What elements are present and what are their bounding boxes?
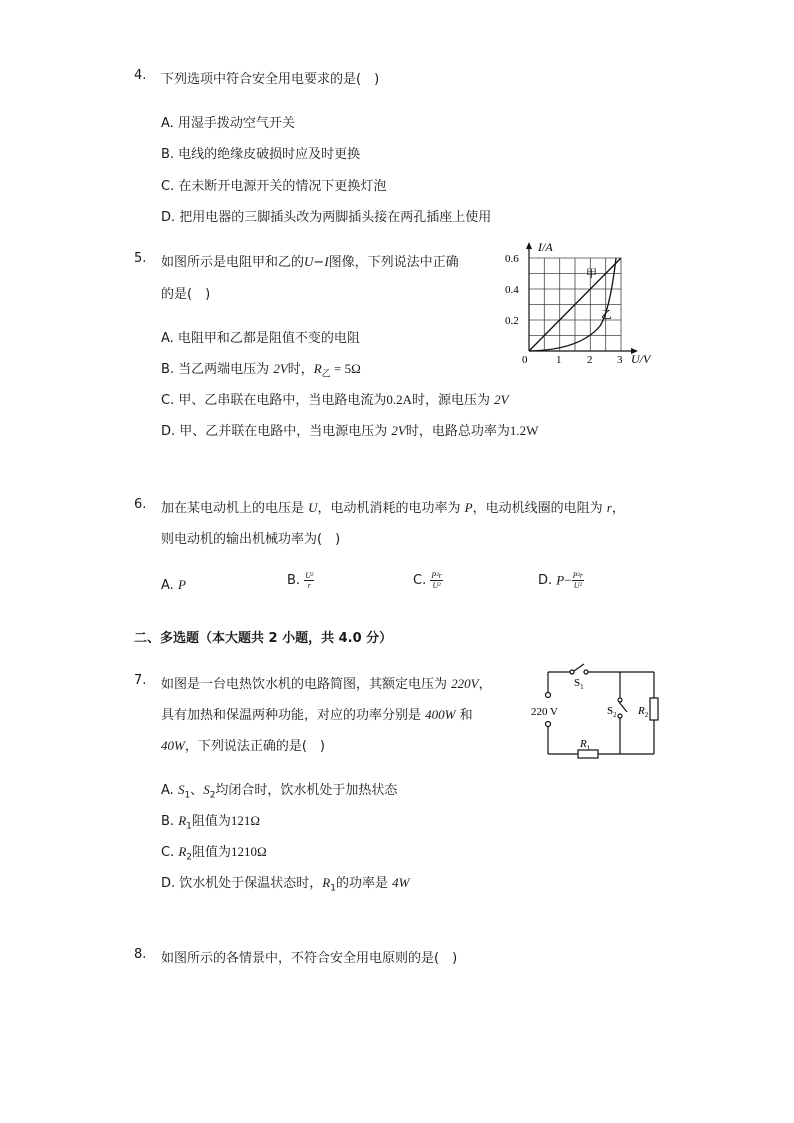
q7-r1-sub: 1 <box>586 744 591 752</box>
q5-stem-i: I <box>324 254 329 269</box>
q7-optc-r: R <box>178 844 187 859</box>
q7-text-d: 和 <box>455 708 473 723</box>
q6-number: 6. <box>134 497 147 512</box>
q4-number: 4. <box>134 68 147 83</box>
q6-optc-label: C. <box>413 573 427 588</box>
q5-optb-volt: 2V <box>273 361 288 376</box>
q5-optd-val2: 1.2W <box>509 423 539 438</box>
q7-opta-s2-sub: 2 <box>209 790 216 801</box>
q5-optc-val: 0.2A <box>386 392 412 407</box>
q8-stem: 如图所示的各情景中，不符合安全用电原则的是( ) <box>161 951 458 966</box>
q6-optd-p: P <box>556 572 565 588</box>
q5-stem-u: U <box>304 254 314 269</box>
q6-var-u: U <box>308 500 318 515</box>
q7-optc-rest: 阻值为 <box>192 845 232 860</box>
q7-stem-line3 <box>161 735 325 754</box>
q7-number: 7. <box>134 673 147 688</box>
q7-source-terminal-bottom <box>546 722 551 727</box>
q7-s1-contact-right <box>584 670 588 674</box>
q7-source-terminal-top <box>546 693 551 698</box>
q7-text-e: ，下列说法正确的是( ) <box>184 739 325 754</box>
q6-optd-fraction <box>572 571 584 590</box>
q6-option-d <box>538 571 584 590</box>
q7-option-a <box>161 779 397 801</box>
q7-optd-rest: 的功率是 <box>335 876 393 891</box>
q7-rated-voltage: 220V <box>451 676 479 691</box>
q5-option-c <box>161 389 509 408</box>
q6-opta-label: A. <box>161 578 174 593</box>
q6-optb-label: B. <box>287 573 301 588</box>
q5-optb-eq: = 5Ω <box>330 361 361 376</box>
q5-optb-r: R <box>313 361 322 376</box>
q5-optc-mid: 时，源电压为 <box>411 393 495 408</box>
q5-stem-text: 如图所示是电阻甲和乙的 <box>161 255 305 270</box>
q6-opta-value: P <box>177 577 186 592</box>
q7-r2-letter: R <box>638 705 645 717</box>
q7-r2-resistor <box>650 698 658 720</box>
q5-stem-line2: 的是( ) <box>161 287 211 302</box>
q6-stem-line1 <box>161 497 625 516</box>
q5-label-yi: 乙 <box>601 309 612 321</box>
q8-number: 8. <box>134 947 147 962</box>
q4-option-b: B. 电线的绝缘皮破损时应及时更换 <box>161 147 361 162</box>
q6-optd-den: U² <box>573 581 582 590</box>
q5-optb-prefix: B. 当乙两端电压为 <box>161 362 274 377</box>
q7-optb-r: R <box>178 813 187 828</box>
q5-y-arrow <box>526 242 532 249</box>
q7-optb-label: B. <box>161 814 179 829</box>
q5-optc-val2: 2V <box>494 392 509 407</box>
q5-optd-mid: 时，电路总功率为 <box>405 424 510 439</box>
q6-optc-den: U² <box>432 581 441 590</box>
q5-option-a: A. 电阻甲和乙都是阻值不变的电阻 <box>161 331 360 346</box>
q7-heat-power: 400W <box>425 707 456 722</box>
q7-s1-sub: 1 <box>580 683 584 691</box>
q7-option-b <box>161 810 260 832</box>
q5-xtick-1: 1 <box>556 354 562 366</box>
q6-option-c <box>413 571 443 590</box>
q4-stem: 下列选项中符合安全用电要求的是( ) <box>161 72 380 87</box>
q5-iu-graph <box>500 238 660 368</box>
q7-s2-label <box>607 705 617 719</box>
q7-s2-letter: S <box>607 705 614 717</box>
q7-s2-sub: 2 <box>613 711 617 719</box>
q7-r1-label <box>579 738 591 752</box>
q7-circuit-diagram <box>528 660 668 760</box>
q5-optc-prefix: C. 甲、乙串联在电路中，当电路电流为 <box>161 393 387 408</box>
q6-optd-num: P²r <box>572 571 583 580</box>
q6-stem-line2: 则电动机的输出机械功率为( ) <box>161 532 341 547</box>
q7-optc-sub: 2 <box>186 852 193 863</box>
q7-optb-sub: 1 <box>186 821 192 832</box>
q5-label-jia: 甲 <box>586 268 597 280</box>
q7-opta-s1: S <box>177 782 185 797</box>
q6-optc-fraction <box>430 571 442 590</box>
q6-option-b <box>287 571 314 590</box>
q6-optc-num: P²r <box>431 571 442 580</box>
q5-xtick-3: 3 <box>617 354 623 366</box>
q7-r2-label <box>637 705 649 719</box>
q6-optb-fraction <box>304 571 314 590</box>
q4-option-d: D. 把用电器的三脚插头改为两脚插头接在两孔插座上使用 <box>161 210 492 225</box>
q5-option-d <box>161 420 538 439</box>
q7-optd-label: D. 饮水机处于保温状态时， <box>161 876 323 891</box>
q5-ytick-04: 0.4 <box>505 284 519 296</box>
q5-xlabel: U/V <box>631 352 651 366</box>
q6-var-p: P <box>464 500 473 515</box>
q7-text-c: 具有加热和保温两种功能，对应的功率分别是 <box>161 708 426 723</box>
q6-option-a <box>161 577 186 593</box>
q7-stem-line1 <box>161 673 492 692</box>
q7-option-c <box>161 841 267 863</box>
q7-r2-sub: 2 <box>644 711 649 719</box>
q7-s2-contact-bottom <box>618 714 622 718</box>
q7-optb-val: 121Ω <box>230 813 261 828</box>
q7-optc-val: 1210Ω <box>231 844 267 859</box>
q7-keep-power: 40W <box>161 738 185 753</box>
q7-opta-s1-sub: 1 <box>184 790 191 801</box>
q6-optd-label: D. <box>538 573 553 588</box>
q7-stem-line2 <box>161 704 473 723</box>
q4-option-c: C. 在未断开电源开关的情况下更换灯泡 <box>161 179 387 194</box>
q5-optb-mid: 时， <box>287 362 314 377</box>
section-2-title: 二、多选题（本大题共 2 小题，共 4.0 分） <box>134 631 393 646</box>
q6-text-a: 加在某电动机上的电压是 <box>161 501 309 516</box>
q7-s2-blade <box>619 702 627 712</box>
q7-option-d <box>161 872 409 894</box>
q7-s1-blade <box>574 664 584 671</box>
q4-option-a: A. 用湿手拨动空气开关 <box>161 116 295 131</box>
q5-number: 5. <box>134 251 147 266</box>
q5-ylabel: I/A <box>538 240 553 254</box>
q6-text-d: ， <box>611 501 625 516</box>
q7-opta-rest: 均闭合时，饮水机处于加热状态 <box>215 783 398 798</box>
q6-text-c: ，电动机线圈的电阻为 <box>472 501 607 516</box>
q7-r1-letter: R <box>580 738 587 750</box>
q7-optd-sub: 1 <box>330 883 336 894</box>
q5-ytick-06: 0.6 <box>505 253 519 265</box>
q5-ytick-02: 0.2 <box>505 315 519 327</box>
q7-optc-label: C. <box>161 845 179 860</box>
q6-optd-minus: − <box>564 572 572 588</box>
q6-text-b: ，电动机消耗的电功率为 <box>317 501 465 516</box>
q6-optb-num: U² <box>305 571 314 580</box>
q7-opta-s2: S <box>203 782 210 797</box>
q6-var-r: r <box>606 500 612 515</box>
q7-source-label: 220 V <box>531 706 558 718</box>
q7-opta-label: A. <box>161 783 178 798</box>
q5-optd-prefix: D. 甲、乙并联在电路中，当电源电压为 <box>161 424 392 439</box>
q7-optb-rest: 阻值为 <box>191 814 231 829</box>
q7-s1-letter: S <box>574 677 581 689</box>
q5-option-b <box>161 358 361 380</box>
q6-optb-den: r <box>307 581 311 590</box>
q5-xtick-2: 2 <box>587 354 593 366</box>
q7-optd-r: R <box>322 875 331 890</box>
q7-text-b: ， <box>478 677 492 692</box>
q7-optd-val: 4W <box>392 875 410 890</box>
q7-s1-label <box>574 677 584 691</box>
q7-s2-contact-top <box>618 698 622 702</box>
q7-opta-sep: 、 <box>190 783 204 798</box>
q5-xtick-0: 0 <box>522 354 528 366</box>
q7-text-a: 如图是一台电热饮水机的电路简图，其额定电压为 <box>161 677 452 692</box>
q7-s1-contact-left <box>570 670 574 674</box>
q5-stem-line1 <box>161 251 459 270</box>
q5-optb-sub: 乙 <box>321 369 331 380</box>
q5-stem-minus: − <box>313 255 325 270</box>
q5-optd-val: 2V <box>391 423 406 438</box>
q5-stem-text2: 图像，下列说法中正确 <box>328 255 459 270</box>
